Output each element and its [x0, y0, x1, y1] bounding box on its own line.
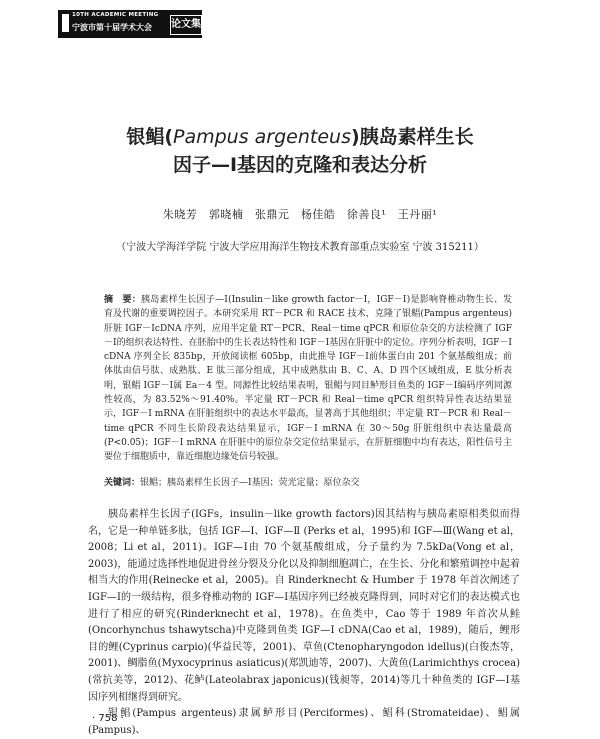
header-english-text: 10TH ACADEMIC MEETING [72, 12, 159, 18]
title-suffix: )胰岛素样生长 [350, 126, 474, 148]
keywords [104, 477, 512, 490]
title-latin-name: Pampus argenteus [173, 126, 351, 148]
abstract-label: 摘 要： [104, 295, 142, 305]
author-list: 朱晓芳 郭晓楠 张鼎元 杨佳皓 徐善良¹ 王丹丽¹ [162, 208, 438, 221]
body-paragraph-2: 银鲳(Pampus argenteus)隶属鲈形目(Perciformes)、鲳科(Stromateidae)、鲳属(Pampus)、 [88, 708, 520, 736]
keywords-text: 银鲳；胰岛素样生长因子—Ⅰ基因；荧光定量；原位杂交 [140, 478, 360, 488]
keywords-label: 关键词： [104, 478, 141, 488]
paper-title-line2: 因子—Ⅰ基因的克隆和表达分析 [172, 154, 428, 176]
header-chinese-text: 宁波市第十届学术大会 [72, 23, 152, 32]
page-number: · 758 · [92, 713, 124, 724]
abstract [104, 293, 512, 465]
abstract-text: 胰岛素样生长因子—Ⅰ(Insulin－like growth factor－Ⅰ，IGF－Ⅰ)是影响脊椎动物生长、发育及代谢的重要调控因子。本研究采用 RT－PCR 和 RACE 技术，克隆了银鲳(Pampus argenteus)肝脏 IGF－ⅠcDNA 序列，应用半定量 RT－PCR、Real－time qPCR 和原位杂交的方法检测了 IGF－Ⅰ的组织表达特性、在胚胎中的生长表达特性和 IGF－Ⅰ基因在肝脏中的定位。序列分析表明，IGF－Ⅰ cDNA 序列全长 835bp，开放阅读框 605bp，由此推导 IGF－Ⅰ前体蛋白由 201 个氨基酸组成；前体肽由信号肽、成熟肽、E 肽三部分组成，其中成熟肽由 B、C、A、D 四个区域组成，E 肽分析表明，银鲳 IGF－Ⅰ属 Ea－4 型。同源性比较结果表明，银鲳与同目鲈形目鱼类的 IGF－Ⅰ编码序列同源性较高，为 83.52%～91.40%。半定量 RT－PCR 和 Real－time qPCR 组织特异性表达结果显示，IGF－Ⅰ mRNA 在肝脏组织中的表达水平最高，显著高于其他组织；半定量 RT－PCR 和 Real－time qPCR 不同生长阶段表达结果显示，IGF－Ⅰ mRNA 在 30～50g 肝脏组织中表达量最高(P<0.05)；IGF－Ⅰ mRNA 在肝脏中的原位杂交定位结果显示，在肝脏细胞中均有表达，阳性信号主要位于细胞质中，靠近细胞边缘处信号较强。 [104, 295, 512, 463]
header-logo-mark [62, 14, 69, 32]
title-prefix: 银鲳( [126, 126, 173, 148]
affiliation: （宁波大学海洋学院 宁波大学应用海洋生物技术教育部重点实验室 宁波 315211） [116, 242, 484, 253]
conference-header-badge [58, 10, 202, 38]
paper-title-line1 [0, 122, 600, 149]
body-text [88, 507, 520, 739]
body-paragraph-1: 胰岛素样生长因子(IGFs，insulin－like growth factors)因其结构与胰岛素原相类似而得名，它是一种单链多肽，包括 IGF—Ⅰ、IGF—Ⅱ (Perks et al，1995)和 IGF—Ⅲ(Wang et al，2008；Li et al，2011)。IGF—Ⅰ由 70 个氨基酸组成，分子量约为 7.5kDa(Vong et al，2003)，能通过选择性地促进骨丝分裂及分化以及抑制细胞凋亡，在生长、分化和繁殖调控中起着相当大的作用(Reinecke et al，2005)。自 Rinderknecht & Humber 于 1978 年首次阐述了 IGF—Ⅰ的一级结构，很多脊椎动物的 IGF—Ⅰ基因序列已经被克隆得到，同时对它们的表达模式也进行了相应的研究(Rinderknecht et al，1978)。在鱼类中，Cao 等于 1989 年首次从鲑(Oncorhynchus tshawytscha)中克隆到鱼类 IGF—Ⅰ cDNA(Cao et al，1989)，随后，鲤形目的鲤(Cyprinus carpio)(华益民等，2001)、草鱼(Ctenopharyngodon idellus)(白俊杰等，2001)、鲷脂鱼(Myxocyprinus asiaticus)(郑凯迪等，2007)、大黄鱼(Larimichthys crocea)(常抗美等，2012)、花鲈(Lateolabrax japonicus)(钱昶等，2014)等几十种鱼类的 IGF—Ⅰ基因序列相继得到研究。 [88, 509, 520, 703]
header-proceedings-box: 论文集 [170, 15, 202, 35]
